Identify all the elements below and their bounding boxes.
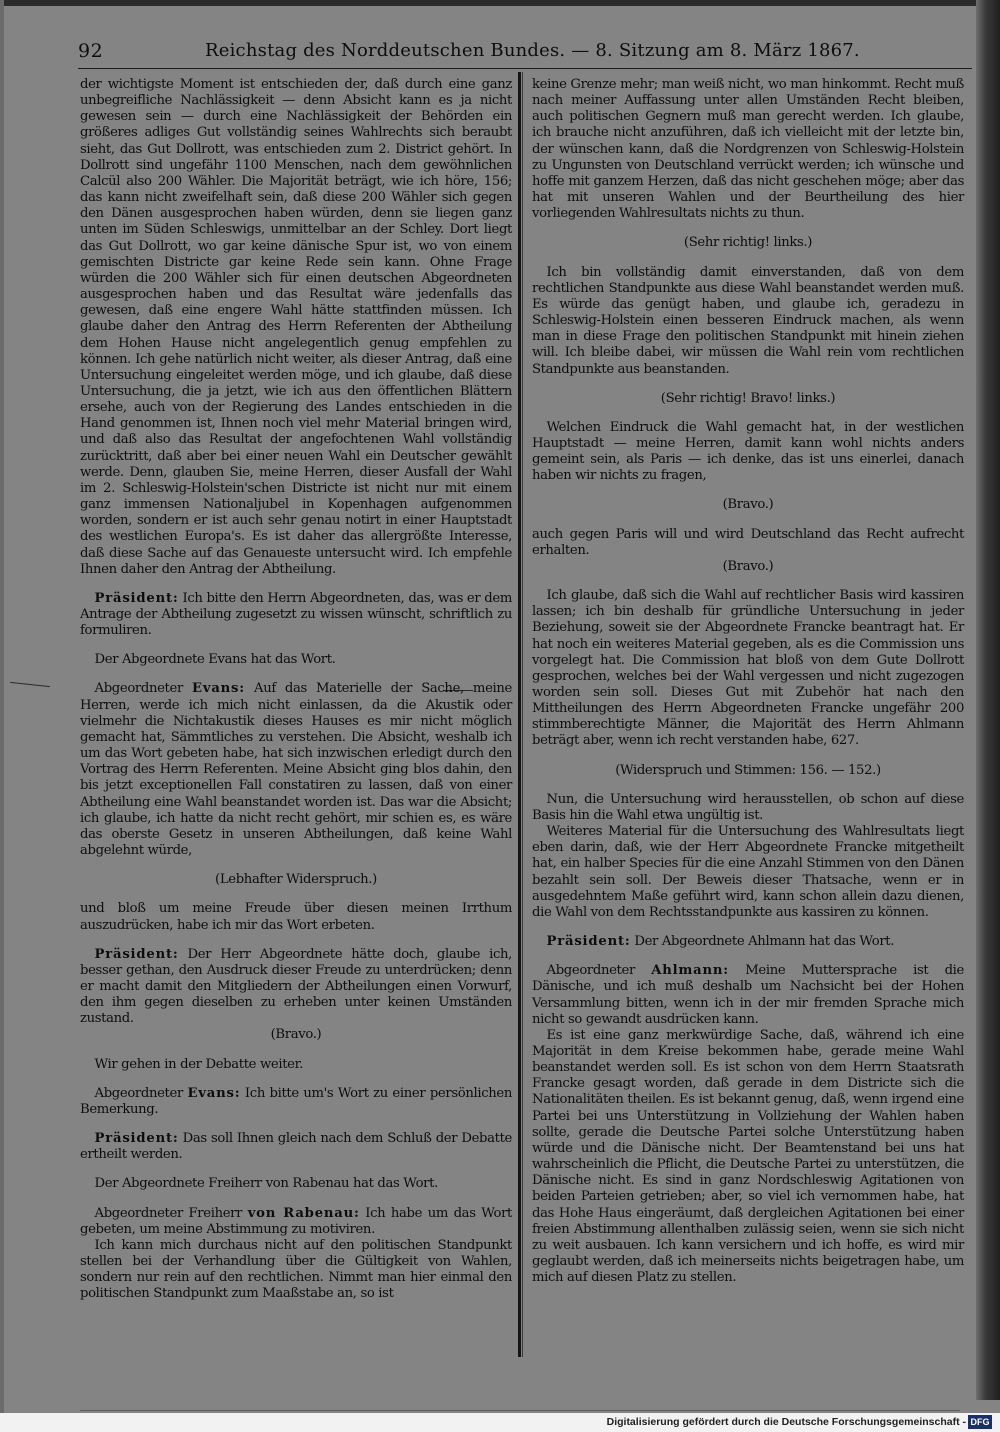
- speaker-name: Präsident:: [94, 590, 179, 606]
- body-paragraph: auch gegen Paris will und wird Deutschland das Recht aufrecht erhalten.: [532, 526, 964, 558]
- body-paragraph: Ich glaube, daß sich die Wahl auf rechtlicher Basis wird kassiren lassen; ich bin deshalb für gründliche Untersuchung in jeder Beziehung, soweit sie der Abgeordnete Francke beantragt hat. Er hat noch ein weiteres Material gegeben, als es die Commission uns vorgelegt hat. Die Commission hat bloß von dem Gute Dollrott gesprochen, welches bei der Wahl vergessen und nicht zugezogen worden sein soll. Dieses Gut mit Zubehör hat nach den Mittheilungen des Herrn Abgeordneten Francke ungefähr 200 stimmberechtigte Männer, die Majorität des Herrn Ahlmann beträgt aber, wenn ich recht verstanden habe, 627.: [532, 588, 964, 749]
- speaker-prefix: Abgeordneter: [94, 1085, 188, 1101]
- footer-bar: [0, 1413, 1000, 1432]
- speech-paragraph: [80, 1206, 512, 1238]
- paragraph-gap: [532, 222, 964, 235]
- body-paragraph: der wichtigste Moment ist entschieden der, daß durch eine ganz unbegreifliche Nachlässigkeit — denn Absicht kann es ja nicht gewesen sein — durch eine Nachlässigkeit der Behörden ein größeres adliges Gut vollständig seines Wahlrechts sich beraubt sieht, das Gut Dollrott, was entschieden zum 2. District gehört. In Dollrott sind ungefähr 1100 Menschen, nach dem gewöhnlichen Calcül also 200 Wähler. Die Majorität beträgt, wie ich höre, 156; das kann nicht zweifelhaft sein, daß diese 200 Wähler sich gegen den Dänen ausgesprochen haben würden, denn sie liegen ganz unten im Süden Schleswigs, unmittelbar an der Schley. Dort liegt das Gut Dollrott, wo gar keine dänische Spur ist, wo von einem gemischten Districte gar keine Rede sein kann. Ohne Frage würden die 200 Wähler sich für einen deutschen Abgeordneten ausgesprochen haben und das Resultat wäre jedenfalls das gewesen, daß eine engere Wahl hätte stattfinden müssen. Ich glaube daher den Antrag des Herrn Referenten der Abtheilung dem Hohen Hause nicht angelegentlich genug empfehlen zu können. Ich gehe natürlich nicht weiter, als dieser Antrag, daß eine Untersuchung eingeleitet werden möge, und ich glaube, daß diese Untersuchung, die ja jetzt, wie ich aus den öffentlichen Blättern ersehe, auch von der Regierung des Landes entschieden in die Hand genommen ist, Ihnen noch viel mehr Material bringen wird, und daß also das Resultat der angefochtenen Wahl vollständig zurücktritt, daß aber bei einer neuen Wahl ein Deutscher gewählt werde. Denn, glauben Sie, meine Herren, dieser Ausfall der Wahl im 2. Schleswig-Holstein'schen Districte ist nicht nur mit einem ganz immensen Nationaljubel in Kopenhagen aufgenommen worden, sondern er ist auch sehr genau notirt in einer Hauptstadt des westlichen Europa's. Es ist daher das allergrößte Interesse, daß diese Sache auf das Genaueste untersucht wird. Ich empfehle Ihnen daher den Antrag der Abtheilung.: [80, 77, 512, 577]
- body-paragraph: Weiteres Material für die Untersuchung des Wahlresultats liegt eben darin, daß, wie der Herr Abgeordnete Francke mitgetheilt hat, ein halber Species für die eine Anzahl Stimmen von den Dänen bezahlt sein soll. Der Beweis dieser Thatsache, wenn er in ausgedehntem Maße geführt wird, kann schon allein dazu dienen, die Wahl von dem Rechtsstandpunkte aus kassiren zu können.: [532, 824, 964, 920]
- speech-text: Meine Muttersprache ist die Dänische, und ich muß deshalb um Nachsicht bei der Hohen Versammlung bitten, wenn ich in der mir fremden Sprache mich nicht so gewandt ausdrücken kann.: [532, 963, 964, 1027]
- paragraph-gap: [80, 888, 512, 901]
- column-divider: [518, 72, 521, 1357]
- body-paragraph: Nun, die Untersuchung wird herausstellen, ob schon auf diese Basis hin die Wahl etwa ungültig ist.: [532, 791, 964, 823]
- speaker-name: Präsident:: [546, 934, 631, 950]
- speaker-name: Ahlmann:: [651, 963, 729, 979]
- paragraph-gap: [80, 1118, 512, 1131]
- speech-paragraph: [80, 1131, 512, 1163]
- paragraph-gap: [532, 378, 964, 391]
- right-column: [532, 77, 964, 1286]
- speech-text: Ich habe um das Wort gebeten, um meine Abstimmung zu motiviren.: [80, 1205, 512, 1237]
- body-paragraph: Ich kann mich durchaus nicht auf den politischen Standpunkt stellen bei der Verhandlung über die Gültigkeit von Wahlen, sondern nur rein auf den rechtlichen. Nimmt man hier einmal den politischen Standpunkt zum Maaßstabe an, so ist: [80, 1237, 512, 1302]
- speech-paragraph: [532, 963, 964, 1028]
- interjection: (Bravo.): [270, 1027, 322, 1043]
- paragraph-gap: [532, 921, 964, 934]
- paragraph-gap: [532, 950, 964, 963]
- paragraph-gap: [80, 668, 512, 681]
- paragraph-gap: [80, 934, 512, 947]
- speech-text: Der Abgeordnete Ahlmann hat das Wort.: [630, 934, 895, 950]
- running-title: Reichstag des Norddeutschen Bundes. — 8. Sitzung am 8. März 1867.: [205, 40, 860, 61]
- scan-top-edge: [0, 0, 1000, 6]
- paragraph-gap: [532, 779, 964, 792]
- paragraph-gap: [80, 1163, 512, 1176]
- speech-text: Auf das Materielle der Sache, meine Herren, werde ich mich nicht einlassen, da die Akustik oder vielmehr die Nichtakustik dieses Hauses es mir nicht möglich gemacht hat, Sämmtliches zu verstehen. Die Absicht, weshalb ich um das Wort gebeten habe, hat sich inzwischen erledigt durch den Vortrag des Herrn Referenten. Meine Absicht ging blos dahin, den bis jetzt exceptionellen Fall constatiren zu lassen, daß von einer Abtheilung eine Wahl beanstandet worden ist. Das war die Absicht; ich glaube, ich hatte da nicht recht gehört, mir schien es, es wäre das oberste Gesetz in unseren Abtheilungen, daß keine Wahl abgelehnt würde,: [80, 681, 513, 859]
- body-paragraph: und bloß um meine Freude über diesen meinen Irrthum auszudrücken, habe ich mir das Wort erbeten.: [80, 901, 512, 933]
- speaker-name: Präsident:: [94, 946, 179, 962]
- paragraph-gap: [532, 407, 964, 420]
- paragraph-gap: [80, 1073, 512, 1086]
- speaker-prefix: Abgeordneter Freiherr: [94, 1205, 248, 1221]
- speaker-prefix: Abgeordneter: [546, 963, 652, 979]
- interjection: (Sehr richtig! Bravo! links.): [660, 390, 836, 406]
- speech-paragraph: [80, 591, 512, 639]
- body-paragraph: Der Abgeordnete Freiherr von Rabenau hat das Wort.: [94, 1176, 438, 1192]
- dfg-logo[interactable]: DFG: [968, 1415, 992, 1429]
- speech-text: Das soll Ihnen gleich nach dem Schluß der Debatte ertheilt werden.: [80, 1131, 512, 1163]
- scan-mark: [10, 682, 50, 687]
- paragraph-gap: [80, 859, 512, 872]
- page-number: 92: [78, 40, 104, 62]
- scan-right-edge: [976, 0, 1000, 1400]
- paragraph-gap: [532, 514, 964, 527]
- interjection: (Sehr richtig! links.): [683, 235, 813, 251]
- speech-text: Ich bitte um's Wort zu einer persönlichen Bemerkung.: [80, 1085, 512, 1117]
- column-divider-inner: [522, 72, 523, 1357]
- paragraph-gap: [80, 639, 512, 652]
- interjection: (Lebhafter Widerspruch.): [215, 872, 377, 888]
- speech-paragraph: [80, 947, 512, 1028]
- speech-paragraph: [532, 934, 964, 950]
- paragraph-gap: [80, 578, 512, 591]
- body-paragraph: Wir gehen in der Debatte weiter.: [94, 1056, 303, 1072]
- speaker-name: von Rabenau:: [247, 1205, 360, 1221]
- body-paragraph: Ich bin vollständig damit einverstanden, daß von dem rechtlichen Standpunkte aus diese Wahl beanstandet werden muß. Es würde das genügt haben, und glaube ich, geradezu in Schleswig-Holstein einen besseren Eindruck machen, als wenn man in diese Frage den politischen Standpunkt mit hinein ziehen will. Ich bleibe dabei, wir müssen die Wahl rein vom rechtlichen Standpunkte aus beanstanden.: [532, 264, 964, 377]
- speech-text: Ich bitte den Herrn Abgeordneten, das, was er dem Antrage der Abtheilung zugesetzt zu wissen wünscht, schriftlich zu formuliren.: [80, 590, 512, 639]
- scan-left-edge: [0, 0, 4, 1432]
- funding-notice: Digitalisierung gefördert durch die Deutsche Forschungsgemeinschaft -: [606, 1416, 966, 1428]
- interjection: (Widerspruch und Stimmen: 156. — 152.): [615, 762, 881, 778]
- paragraph-gap: [532, 252, 964, 265]
- body-paragraph: keine Grenze mehr; man weiß nicht, wo man hinkommt. Recht muß nach meiner Auffassung unter allen Umständen Recht bleiben, auch politischen Gegnern muß man gerecht werden. Ich glaube, ich brauche nicht anzuführen, daß ich vielleicht mit der letzte bin, der wünschen kann, daß die Nordgrenzen von Schleswig-Holstein zu Ungunsten von Deutschland verrückt werden; ich wünsche und hoffe mit ganzem Herzen, daß das nicht geschehen möge; aber das hat mit unseren Wahlen und der Beurtheilung des hier vorliegenden Wahlresultats nichts zu thun.: [532, 77, 964, 222]
- speaker-prefix: Abgeordneter: [94, 681, 192, 697]
- speech-text: Der Herr Abgeordnete hätte doch, glaube ich, besser gethan, den Ausdruck dieser Freude zu unterdrücken; denn er macht damit den Mitgliedern der Abtheilungen einen Vorwurf, den ihm gegen dieselben zu erheben unter keinen Umständen zustand.: [80, 946, 512, 1027]
- speech-paragraph: [80, 1086, 512, 1118]
- interjection: (Bravo.): [722, 558, 774, 574]
- footer-rule: [80, 1410, 960, 1411]
- paragraph-gap: [80, 1044, 512, 1057]
- paragraph-gap: [532, 484, 964, 497]
- interjection: (Bravo.): [722, 497, 774, 513]
- speaker-name: Präsident:: [94, 1131, 179, 1147]
- body-paragraph: Welchen Eindruck die Wahl gemacht hat, in der westlichen Hauptstadt — meine Herren, damit kann wohl nichts anders gemeint sein, als Paris — ich denke, das ist uns einerlei, danach haben wir nichts zu fragen,: [532, 419, 964, 484]
- paragraph-gap: [80, 1193, 512, 1206]
- speech-paragraph: [80, 681, 512, 859]
- page-header: [78, 38, 972, 69]
- left-column: [80, 77, 512, 1302]
- paragraph-gap: [532, 575, 964, 588]
- body-paragraph: Es ist eine ganz merkwürdige Sache, daß, während ich eine Majorität in dem Kreise bekommen habe, gerade meine Wahl beanstandet werden soll. Es ist schon von dem Herrn Staatsrath Francke gesagt worden, daß gerade in dem Districte sich die Nationalitäten theilen. Es ist bekannt genug, daß, wenn irgend eine Partei bei uns Unterstützung in Vollziehung der Wahlen haben sollte, gerade die Deutsche Partei solche Unterstützung haben würde und die Dänische nicht. Der Beamtenstand bei uns hat wahrscheinlich die Pflicht, die Deutsche Partei zu unterstützen, die Dänische nicht. Es sind in ganz Nordschleswig Agitationen von beiden Parteien getrieben; aber, so viel ich vernommen habe, hat das Hohe Haus eingeräumt, daß dergleichen Agitationen bei einer freien Abstimmung allenthalben zulässig seien, wenn sie sich nicht zu weit ausbauen. Ich kann versichern und ich hoffe, es wird mir geglaubt werden, daß ich meinerseits nichts beigetragen habe, um mich auf diesen Platz zu stellen.: [532, 1027, 964, 1286]
- paragraph-gap: [532, 750, 964, 763]
- speaker-name: Evans:: [187, 1085, 241, 1101]
- speaker-name: Evans:: [192, 681, 245, 697]
- body-paragraph: Der Abgeordnete Evans hat das Wort.: [94, 652, 336, 668]
